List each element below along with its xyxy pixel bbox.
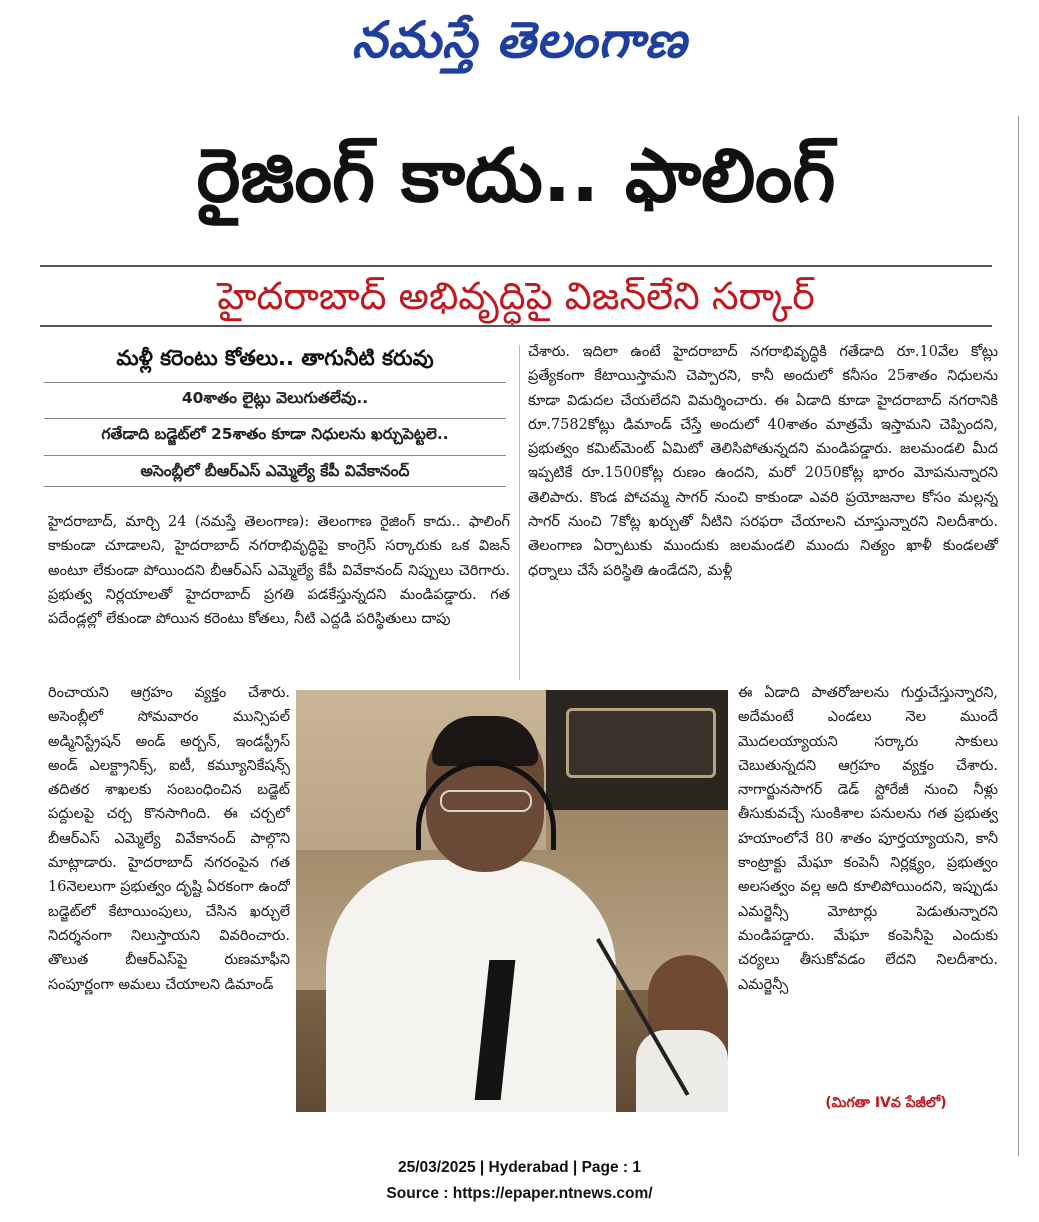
photo-speaker-shirt xyxy=(326,860,616,1112)
article-left-column: రించాయని ఆగ్రహం వ్యక్తం చేశారు. అసెంబ్లీలో సోమవారం మున్సిపల్ అడ్మినిస్ట్రేషన్ అండ్ అర్బన్, ఇండస్ట్రీస్ అండ్ ఎలక్ట్రానిక్స్, ఐటీ, కమ్యూనికేషన్స్ తదితర శాఖలకు సంబంధించిన బడ్జెట్ పద్దులపై చర్చ కొనసాగింది. ఈ చర్చలో బీఆర్‌ఎస్ ఎమ్మెల్యే వివేకానంద్ పాల్గొని మాట్లాడారు. హైదరాబాద్ నగరంపైన గత 16నెలలుగా ప్రభుత్వం దృష్టి ఏరకంగా ఉందో బడ్జెట్‌లో కేటాయింపులు, చేసిన ఖర్చులే నిదర్శనంగా నిలుస్తాయని వివరించారు. తొలుత బీఆర్‌ఎస్‌పై రుణమాఫీని సంపూర్ణంగా అమలు చేయాలని డిమాండ్ xyxy=(48,685,290,993)
glasses-icon xyxy=(440,790,532,812)
continued-on-page: (మిగతా IVవ పేజీలో) xyxy=(825,1095,947,1111)
deck-line: 40శాతం లైట్లు వెలుగుతలేవు.. xyxy=(44,382,506,413)
divider xyxy=(40,325,992,327)
headline: రైజింగ్ కాదు.. ఫాలింగ్ xyxy=(196,133,836,219)
deck-line: గతేడాది బడ్జెట్‌లో 25శాతం కూడా నిధులను ఖర్చుపెట్టలె.. xyxy=(44,418,506,449)
kicker-heading: మళ్లీ కరెంటు కోతలు.. తాగునీటి కరువు xyxy=(116,346,434,370)
column-rule xyxy=(1018,116,1019,1156)
article-right-narrow-column: ఈ ఏడాది పాతరోజులను గుర్తుచేస్తున్నారని, అదేమంటే ఎండలు నెల ముందే మొదలయ్యాయని సర్కారు సాకులు చెబుతున్నదని ఆగ్రహం వ్యక్తం చేశారు. నాగార్జునసాగర్ డెడ్ స్టోరేజీ నుంచి నీళ్లు తీసుకువచ్చే సుంకిశాల పనులను గత ప్రభుత్వ హయాంలోనే 80 శాతం పూర్తయ్యాయని, కానీ కాంట్రాక్టు మేఘా కంపెనీ నిర్లక్ష్యం, ప్రభుత్వం అలసత్వం వల్ల అది కూలిపోయిందని, ఇప్పుడు ఎమర్జెన్సీ మోటార్లు పెడుతున్నారని మండిపడ్డారు. మేఘా కంపెనీపై ఎందుకు చర్యలు తీసుకోవడం లేదని నిలదీశారు. ఎమర్జెన్సీ xyxy=(738,685,998,993)
photo-second-person-shirt xyxy=(636,1030,728,1112)
masthead-logo: నమస్తే తెలంగాణ xyxy=(351,10,688,69)
column-rule xyxy=(519,345,520,680)
footer-source: Source : https://epaper.ntnews.com/ xyxy=(386,1185,653,1202)
divider xyxy=(40,265,992,267)
subheadline: హైదరాబాద్ అభివృద్ధిపై విజన్‌లేని సర్కార్ xyxy=(217,274,815,318)
article-right-column: చేశారు. ఇదిలా ఉంటే హైదరాబాద్ నగరాభివృద్ధికి గతేడాది రూ.10వేల కోట్లు ప్రత్యేకంగా కేటాయిస్తామని చెప్పారని, కానీ అందులో కనీసం 25శాతం నిధులను కూడా విడుదల చేయలేదని విమర్శించారు. ఈ ఏడాది కూడా హైదరాబాద్ నగరానికి రూ.7582కోట్లు డిమాండ్ చేస్తే అందులో 40శాతం మాత్రమే ఇస్తామని చెప్పిందని, ప్రభుత్వం కమిట్‌మెంట్ ఏమిటో తెలిసిపోతున్నదని మండిపడ్డారు. జలమండలి మీద ఇప్పటికే రూ.1500కోట్ల రుణం ఉందని, మరో 2050కోట్ల భారం మోపనున్నారని తెలిపారు. కొండ పోచమ్మ సాగర్ నుంచి కాకుండా ఎవరి ప్రయోజనాల కోసం మల్లన్న సాగర్ నుంచి 7కోట్ల ఖర్చుతో నీటిని సరఫరా చేయాలని చూస్తున్నారని నిలదీశారు. తెలంగాణ ఏర్పాటుకు ముందుకు జలమండలి ముందు నిత్యం ఖాళీ కుండలతో ధర్నాలు చేసే పరిస్థితి ఉండేదని, మళ్లీ xyxy=(528,344,998,579)
speaker-photo xyxy=(296,690,728,1112)
photo-emblem-panel xyxy=(566,708,716,778)
footer-dateline: 25/03/2025 | Hyderabad | Page : 1 xyxy=(397,1159,642,1176)
article-lead-paragraph: హైదరాబాద్, మార్చి 24 (నమస్తే తెలంగాణ): తెలంగాణ రైజింగ్ కాదు.. ఫాలింగ్ కాకుండా చూడాలని, హైదరాబాద్ నగరాభివృద్ధిపై కాంగ్రెస్ సర్కారుకు ఒక విజన్ అంటూ లేకుండా పోయిందని బీఆర్‌ఎస్ ఎమ్మెల్యే కేపీ వివేకానంద్ నిప్పులు చెరిగారు. ప్రభుత్వ నిర్లయాలతో హైదరాబాద్ ప్రగతి పడకేస్తున్నదని మండిపడ్డారు. గత పదేండ్లల్లో లేకుండా పోయిన కరెంటు కోతలు, నీటి ఎద్దడి పరిస్థితులు దాపు xyxy=(48,514,510,628)
deck-line: అసెంబ్లీలో బీఆర్‌ఎస్ ఎమ్మెల్యే కేపీ వివేకానంద్ xyxy=(44,455,506,487)
